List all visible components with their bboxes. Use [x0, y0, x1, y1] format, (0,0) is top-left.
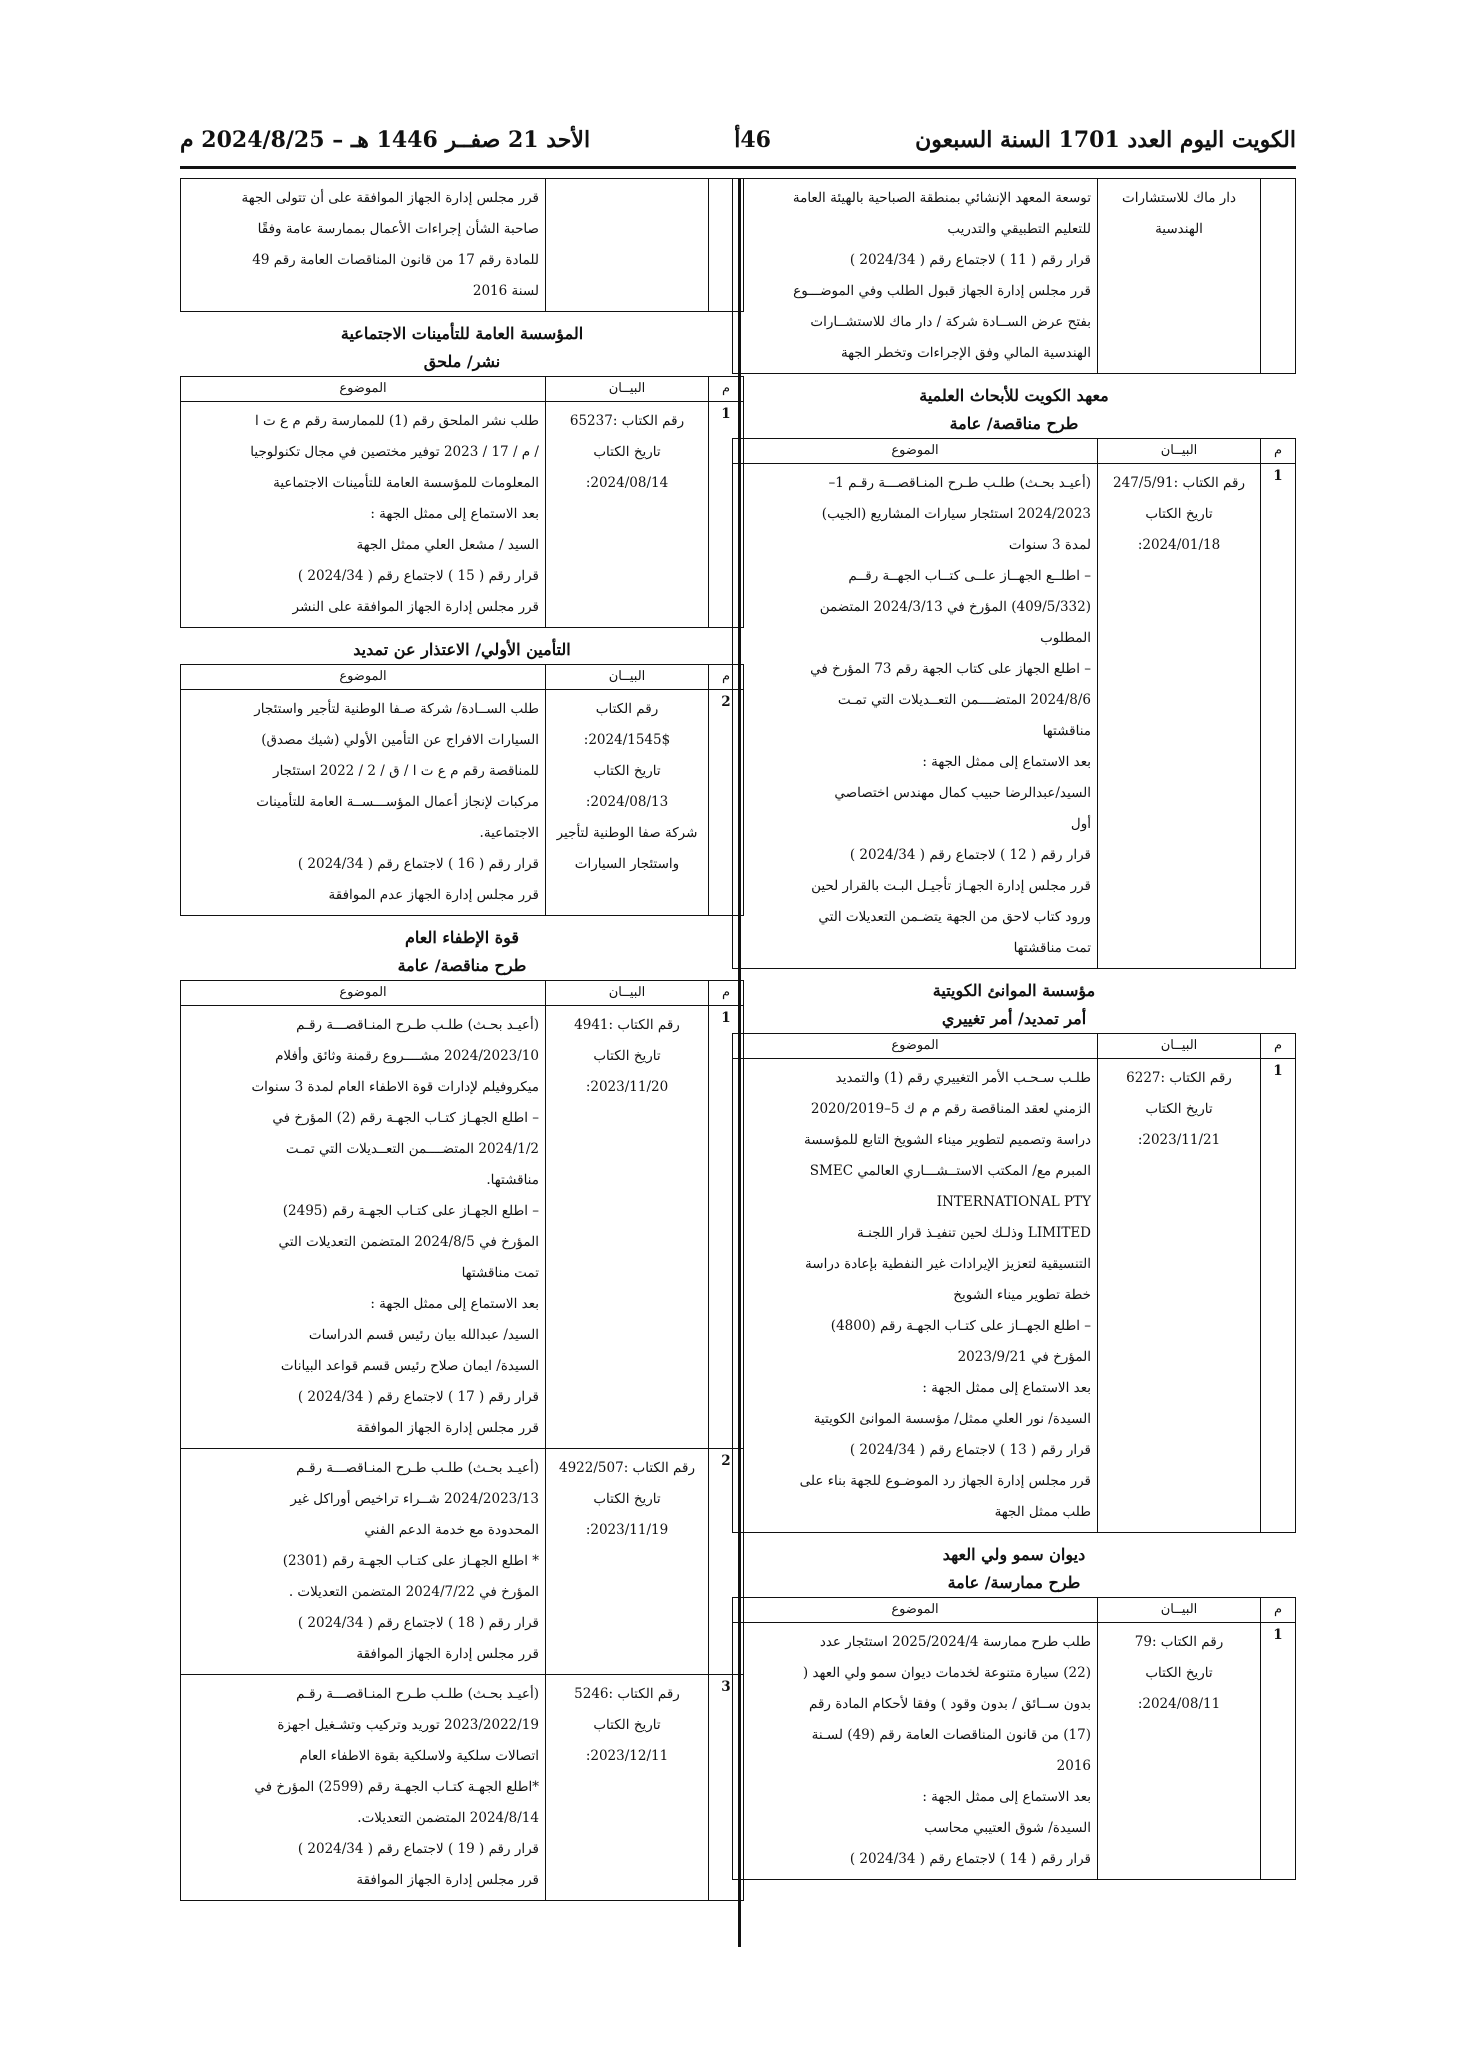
text-line: – اطلع الجهاز على كتاب الجهة رقم 73 المؤرخ في [810, 661, 1091, 677]
text-line: تاريخ الكتاب [1145, 506, 1213, 522]
section-table [180, 376, 744, 628]
text-line: المعلومات للمؤسسة العامة للتأمينات الاجتماعية [273, 475, 539, 491]
text-line: LIMITED وذلـك لحين تنفيـذ قرار اللجنـة [856, 1225, 1091, 1241]
text-line: – اطلــع الجهــاز علــى كتــاب الجهــة رقــم [848, 568, 1091, 584]
text-line: اتصالات سلكية ولاسلكية بقوة الاطفاء العام [299, 1748, 539, 1764]
row-number: 1 [709, 1006, 744, 1449]
text-line: لمدة 3 سنوات [1008, 537, 1091, 553]
text-line: بعد الاستماع إلى ممثل الجهة : [922, 754, 1091, 770]
text-line: الهندسية [1155, 221, 1203, 237]
text-line: الهندسية المالي وفق الإجراءات وتخطر الجهة [840, 345, 1091, 361]
text-line: مركبات لإنجاز أعمال المؤســـســة العامة للتأمينات [256, 794, 539, 810]
col-header-bayan: البيــان [1098, 1598, 1261, 1623]
row-subject [181, 179, 546, 312]
text-line: رقم الكتاب :247/5/91 [1113, 475, 1245, 491]
col-header-number: م [1261, 439, 1296, 464]
text-line: 2024/2023/10 مشــــروع رقمنة وثائق وأفلام [275, 1048, 539, 1064]
text-line: السيدة/ ايمان صلاح رئيس قسم قواعد البيانات [280, 1358, 539, 1374]
text-line: رقم الكتاب :4922/507 [559, 1460, 695, 1476]
section-subtitle: أمر تمديد/ أمر تغييري [941, 1009, 1087, 1028]
table-row [181, 1675, 744, 1901]
text-line: تاريخ الكتاب [1145, 1665, 1213, 1681]
text-line: رقم الكتاب :4941 [574, 1017, 680, 1033]
text-line: قرار رقم ( 18 ) لاجتماع رقم ( 2024/34 ) [297, 1615, 539, 1631]
row-subject [733, 464, 1098, 969]
text-line: المحدودة مع خدمة الدعم الفني [364, 1522, 539, 1538]
row-number: 1 [1261, 464, 1296, 969]
col-header-subject: الموضوع [733, 1034, 1098, 1059]
text-line: 2023/11/20: [585, 1079, 669, 1095]
text-line: دار ماك للاستشارات [1121, 190, 1237, 206]
text-line: 2024/1/2 المتضــــمن التعــديلات التي تمـت [285, 1141, 539, 1157]
text-line: شركة صفا الوطنية لتأجير [556, 825, 698, 841]
text-line: أول [1070, 816, 1091, 832]
text-line: / م / 17 / 2023 توفير مختصين في مجال تكنولوجيا [250, 444, 539, 460]
right-column [732, 178, 1296, 1888]
text-line: رقم الكتاب [595, 701, 659, 717]
row-subject [181, 402, 546, 628]
text-line: واستئجار السيارات [574, 856, 680, 872]
row-bayan [546, 179, 709, 312]
text-line: مناقشتها. [486, 1172, 539, 1188]
text-line: 2024/08/11: [1137, 1696, 1221, 1712]
section-title: مؤسسة الموانئ الكويتية [932, 981, 1096, 1000]
text-line: رقم الكتاب :6227 [1126, 1070, 1232, 1086]
row-bayan [546, 1449, 709, 1675]
page-header [180, 120, 1296, 169]
row-subject [181, 1449, 546, 1675]
row-subject [181, 690, 546, 916]
text-line: ورود كتاب لاحق من الجهة يتضـمن التعديلات التي [818, 909, 1091, 925]
text-line: رقم الكتاب :5246 [574, 1686, 680, 1702]
row-number: 1 [1261, 1623, 1296, 1880]
header-issue: الكويت اليوم العدد 1701 السنة السبعون [915, 127, 1296, 153]
text-line: (أعيـد بحـث) طلـب طـرح المنـاقصـــة رقـم [296, 1017, 539, 1033]
text-line: الاجتماعية. [479, 825, 539, 841]
text-line: ميكروفيلم لإدارات قوة الاطفاء العام لمدة 3 سنوات [251, 1079, 539, 1095]
text-line: قرار رقم ( 19 ) لاجتماع رقم ( 2024/34 ) [297, 1841, 539, 1857]
text-line: – اطلع الجهــاز على كتـاب الجهـة رقم (4800) [830, 1318, 1091, 1334]
text-line: 2024/2023/13 شــراء تراخيص أوراكل غير [290, 1491, 539, 1507]
text-line: قرار رقم ( 11 ) لاجتماع رقم ( 2024/34 ) [849, 252, 1091, 268]
text-line: التنسيقية لتعزيز الإيرادات غير النفطية بإعادة دراسة [805, 1256, 1091, 1272]
text-line: قرر مجلس إدارة الجهاز الموافقة على أن تتولى الجهة [241, 190, 539, 206]
col-header-subject: الموضوع [181, 981, 546, 1006]
row-bayan [546, 690, 709, 916]
text-line: بدون ســائق / بدون وقود ) وفقا لأحكام المادة رقم [808, 1696, 1091, 1712]
section-title: التأمين الأولي/ الاعتذار عن تمديد [353, 640, 571, 659]
section-title: المؤسسة العامة للتأمينات الاجتماعية [340, 324, 584, 343]
text-line: 2024/1545$: [583, 732, 671, 748]
row-subject [733, 1623, 1098, 1880]
row-number [709, 179, 744, 312]
table-row [181, 1449, 744, 1675]
text-line: رقم الكتاب :79 [1134, 1634, 1224, 1650]
text-line: تاريخ الكتاب [593, 1048, 661, 1064]
col-header-bayan: البيــان [546, 377, 709, 402]
section-subtitle: نشر/ ملحق [423, 352, 501, 371]
text-line: 2023/12/11: [585, 1748, 669, 1764]
text-line: طلب الســادة/ شركة صـفا الوطنية لتأجير واستئجار [254, 701, 539, 717]
text-line: قرر مجلس إدارة الجهاز قبول الطلب وفي الموضـــوع [793, 283, 1091, 299]
table-row [181, 402, 744, 628]
table-header-row [181, 981, 744, 1006]
col-header-bayan: البيــان [1098, 439, 1261, 464]
text-line: * اطلع الجهـاز على كتـاب الجهـة رقم (2301) [282, 1553, 539, 1569]
text-line: 2016 [1056, 1758, 1091, 1774]
table-header-row [733, 1598, 1296, 1623]
text-line: قرار رقم ( 15 ) لاجتماع رقم ( 2024/34 ) [297, 568, 539, 584]
col-header-subject: الموضوع [181, 665, 546, 690]
text-line: قرار رقم ( 14 ) لاجتماع رقم ( 2024/34 ) [849, 1851, 1091, 1867]
header-date: الأحد 21 صفــر 1446 هـ – 2024/8/25 م [180, 127, 591, 153]
row-number: 2 [709, 690, 744, 916]
text-line: تاريخ الكتاب [593, 1717, 661, 1733]
table-header-row [181, 377, 744, 402]
text-line: 2024/01/18: [1137, 537, 1221, 553]
col-header-bayan: البيــان [546, 981, 709, 1006]
col-header-number: م [709, 377, 744, 402]
table-row [181, 690, 744, 916]
text-line: قرر مجلس إدارة الجهاز الموافقة [356, 1646, 539, 1662]
text-line: طلـب سـحـب الأمر التغييري رقم (1) والتمديد [835, 1070, 1091, 1086]
continued-table [732, 178, 1296, 374]
text-line: صاحبة الشأن إجراءات الأعمال بممارسة عامة وفقًا [257, 221, 539, 237]
text-line: – اطلع الجهـاز على كتـاب الجهـة رقم (2495) [282, 1203, 539, 1219]
table-header-row [733, 439, 1296, 464]
text-line: 2024/2023 استئجار سيارات المشاريع (الجيب) [821, 506, 1091, 522]
text-line: قرار رقم ( 12 ) لاجتماع رقم ( 2024/34 ) [849, 847, 1091, 863]
text-line: السيد/ عبدالله بيان رئيس قسم الدراسات [308, 1327, 539, 1343]
text-line: (22) سيارة متنوعة لخدمات ديوان سمو ولي العهد ( [802, 1665, 1091, 1681]
text-line: بعد الاستماع إلى ممثل الجهة : [922, 1789, 1091, 1805]
row-number: 1 [709, 402, 744, 628]
text-line: قرر مجلس إدارة الجهاز رد الموضـوع للجهة بناء على [799, 1473, 1091, 1489]
text-line: بعد الاستماع إلى ممثل الجهة : [370, 506, 539, 522]
text-line: قرر مجلس إدارة الجهاز الموافقة [356, 1872, 539, 1888]
text-line: (17) من قانون المناقصات العامة رقم (49) لسـنة [811, 1727, 1091, 1743]
text-line: تاريخ الكتاب [1145, 1101, 1213, 1117]
col-header-number: م [1261, 1034, 1296, 1059]
row-bayan [546, 402, 709, 628]
text-line: قرر مجلس إدارة الجهـاز تأجيـل البـت بالقرار لحين [811, 878, 1091, 894]
text-line: السيد/عبدالرضا حبيب كمال مهندس اختصاصي [834, 785, 1091, 801]
text-line: قرر مجلس إدارة الجهاز الموافقة [356, 1420, 539, 1436]
row-number: 2 [709, 1449, 744, 1675]
col-header-subject: الموضوع [733, 1598, 1098, 1623]
row-bayan [1098, 1059, 1261, 1533]
col-header-subject: الموضوع [733, 439, 1098, 464]
text-line: المبرم مع/ المكتب الاستــشـــاري العالمي SMEC [809, 1163, 1091, 1179]
row-bayan [1098, 1623, 1261, 1880]
table-row [733, 179, 1296, 374]
row-bayan [546, 1675, 709, 1901]
text-line: السيارات الافراج عن التأمين الأولي (شيك مصدق) [261, 732, 539, 748]
section-table [732, 438, 1296, 969]
section-table [732, 1033, 1296, 1533]
text-line: *اطلع الجهـة كتـاب الجهـة رقم (2599) المؤرخ في [254, 1779, 539, 1795]
text-line: بفتح عرض الســادة شركة / دار ماك للاستشــارات [810, 314, 1091, 330]
text-line: طلب نشر الملحق رقم (1) للممارسة رقم م ع ت ا [254, 413, 539, 429]
table-header-row [181, 665, 744, 690]
text-line: السيد / مشعل العلي ممثل الجهة [356, 537, 539, 553]
text-line: رقم الكتاب :65237 [569, 413, 685, 429]
text-line: المطلوب [1040, 630, 1091, 646]
section-title: ديوان سمو ولي العهد [942, 1545, 1086, 1564]
text-line: تاريخ الكتاب [593, 1491, 661, 1507]
text-line: طلب طرح ممارسة 2025/2024/4 استئجار عدد [819, 1634, 1091, 1650]
text-line: (أعيـد بحـث) طلـب طـرح المنـاقصـــة رقـم 1– [828, 475, 1091, 491]
table-row [181, 1006, 744, 1449]
text-line: تاريخ الكتاب [593, 763, 661, 779]
text-line: 2024/08/14: [585, 475, 669, 491]
text-line: خطة تطوير ميناء الشويخ [953, 1287, 1091, 1303]
section-table [180, 664, 744, 916]
continued-table [180, 178, 744, 312]
text-line: (أعيـد بحـث) طلـب طـرح المنـاقصـــة رقـم [296, 1460, 539, 1476]
text-line: (409/5/332) المؤرخ في 2024/3/13 المتضمن [819, 599, 1091, 615]
col-header-bayan: البيــان [1098, 1034, 1261, 1059]
table-row [733, 1059, 1296, 1533]
text-line: بعد الاستماع إلى ممثل الجهة : [370, 1296, 539, 1312]
text-line: قرر مجلس إدارة الجهاز عدم الموافقة [328, 887, 539, 903]
section-table [732, 1597, 1296, 1880]
section-subtitle: طرح مناقصة/ عامة [397, 956, 527, 975]
col-header-number: م [709, 665, 744, 690]
text-line: قرار رقم ( 13 ) لاجتماع رقم ( 2024/34 ) [849, 1442, 1091, 1458]
row-bayan [1098, 179, 1261, 374]
table-row [733, 1623, 1296, 1880]
section-subtitle: طرح ممارسة/ عامة [947, 1573, 1081, 1592]
text-line: تمت مناقشتها [461, 1265, 539, 1281]
text-line: للمادة رقم 17 من قانون المناقصات العامة رقم 49 [252, 252, 539, 268]
table-header-row [733, 1034, 1296, 1059]
row-subject [733, 179, 1098, 374]
text-line: تمت مناقشتها [1013, 940, 1091, 956]
header-page-number: 46أ [734, 127, 771, 153]
text-line: المؤرخ في 2023/9/21 [957, 1349, 1091, 1365]
text-line: مناقشتها [1042, 723, 1091, 739]
left-column [180, 178, 744, 1909]
text-line: الزمني لعقد المناقصة رقم م م ك 5–2020/2019 [810, 1101, 1091, 1117]
section-title: قوة الإطفاء العام [404, 928, 520, 947]
text-line: 2024/08/13: [585, 794, 669, 810]
row-number: 1 [1261, 1059, 1296, 1533]
row-number: 3 [709, 1675, 744, 1901]
text-line: (أعيـد بحـث) طلـب طـرح المنـاقصـــة رقـم [296, 1686, 539, 1702]
text-line: توسعة المعهد الإنشائي بمنطقة الصباحية بالهيئة العامة [792, 190, 1091, 206]
text-line: دراسة وتصميم لتطوير ميناء الشويخ التابع للمؤسسة [803, 1132, 1091, 1148]
col-header-number: م [709, 981, 744, 1006]
text-line: 2023/2022/19 توريد وتركيب وتشـغيل اجهزة [277, 1717, 539, 1733]
section-title: معهد الكويت للأبحاث العلمية [919, 386, 1109, 405]
text-line: 2024/8/6 المتضــــمن التعــديلات التي تمـت [837, 692, 1091, 708]
table-row [181, 179, 744, 312]
text-line: تاريخ الكتاب [593, 444, 661, 460]
col-header-number: م [1261, 1598, 1296, 1623]
text-line: INTERNATIONAL PTY [936, 1194, 1091, 1210]
row-subject [181, 1675, 546, 1901]
text-line: طلب ممثل الجهة [994, 1504, 1091, 1520]
text-line: السيدة/ نور العلي ممثل/ مؤسسة الموانئ الكويتية [813, 1411, 1091, 1427]
row-bayan [1098, 464, 1261, 969]
text-line: قرار رقم ( 16 ) لاجتماع رقم ( 2024/34 ) [297, 856, 539, 872]
text-line: 2023/11/21: [1137, 1132, 1221, 1148]
row-subject [181, 1006, 546, 1449]
text-line: بعد الاستماع إلى ممثل الجهة : [922, 1380, 1091, 1396]
text-line: 2024/8/14 المتضمن التعديلات. [357, 1810, 539, 1826]
col-header-bayan: البيــان [546, 665, 709, 690]
text-line: قرار رقم ( 17 ) لاجتماع رقم ( 2024/34 ) [297, 1389, 539, 1405]
text-line: المؤرخ في 2024/8/5 المتضمن التعديلات التي [278, 1234, 539, 1250]
text-line: 2023/11/19: [585, 1522, 669, 1538]
text-line: للمناقصة رقم م ع ت ا / ق / 2 / 2022 استئجار [273, 763, 539, 779]
text-line: لسنة 2016 [472, 283, 539, 299]
col-header-subject: الموضوع [181, 377, 546, 402]
row-subject [733, 1059, 1098, 1533]
row-number [1261, 179, 1296, 374]
section-subtitle: طرح مناقصة/ عامة [949, 414, 1079, 433]
row-bayan [546, 1006, 709, 1449]
text-line: للتعليم التطبيقي والتدريب [947, 221, 1091, 237]
text-line: – اطلع الجهـاز كتـاب الجهـة رقم (2) المؤرخ في [272, 1110, 539, 1126]
text-line: السيدة/ شوق العتيبي محاسب [924, 1820, 1091, 1836]
section-table [180, 980, 744, 1901]
text-line: المؤرخ في 2024/7/22 المتضمن التعديلات . [288, 1584, 539, 1600]
text-line: قرر مجلس إدارة الجهاز الموافقة على النشر [292, 599, 539, 615]
table-row [733, 464, 1296, 969]
